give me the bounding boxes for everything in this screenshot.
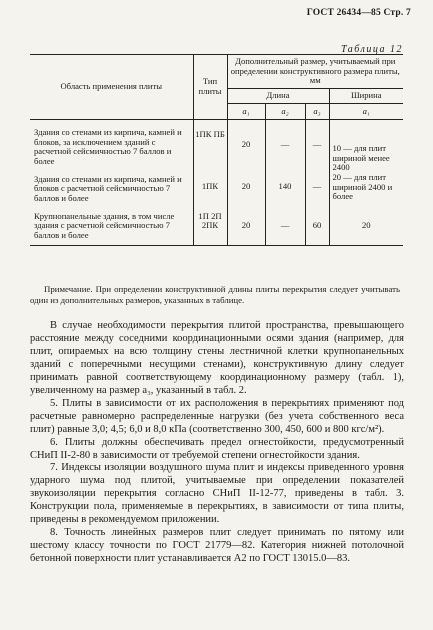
row-a1: 20 [227, 206, 265, 246]
paragraph: 8. Точность линейных размеров плит следует принимать по пятому или шестому классу точности по ГОСТ 21779—82. Категория нижней потолочной бетонной поверхности плит устанавливается А2 по ГОСТ 13015.0—83. [30, 527, 404, 565]
row-area: Крупнопанельные здания, в том числе здания с расчетной сейсмичностью 7 баллов и более [34, 210, 175, 240]
paragraph: 6. Плиты должны обеспечивать предел огнестойкости, предусмотренный СНиП II-2-80 в зависимости от требуемой степени огнестойкости здания. [30, 436, 404, 461]
table-caption: Таблица 12 [341, 44, 403, 55]
header-a2: a₂ [265, 103, 305, 120]
paragraph: 5. Плиты в зависимости от их расположения в перекрытиях применяют под расчетные равномерно распределенные нагрузки (без учета собственного веса плит) равные 3,0; 4,5; 6,0 и 8,0 кПа (соответственно 300, 450, 600 и 800 кгс/м²). [30, 397, 404, 435]
row-a3: 60 [305, 206, 329, 246]
table-note: Примечание. При определении конструктивной длины плиты перекрытия следует учитывать один из дополнительных размеров, указанных в таблице. [30, 284, 400, 305]
row-a3: — [305, 120, 329, 169]
row-area: Здания со стенами из кирпича, камней и блоков, за исключением зданий с расчетной сейсмичностью 7 баллов и более [34, 127, 182, 166]
header-area: Область применения плиты [30, 55, 193, 120]
row-area: Здания со стенами из кирпича, камней и блоков с расчетной сейсмичностью 7 баллов и более [34, 173, 182, 203]
body-text [30, 320, 404, 566]
row-type: 1ПК [193, 169, 227, 206]
row-width: 10 — для плит шириной менее 2400 20 — для плит шириной 2400 и более [329, 120, 403, 206]
header-a1: a₁ [227, 103, 265, 120]
row-a2: — [265, 120, 305, 169]
row-a1: 20 [227, 120, 265, 169]
row-width: 20 [329, 206, 403, 246]
row-type: 1П 2П 2ПК [193, 206, 227, 246]
header-type: Тип плиты [193, 55, 227, 120]
paragraph: 7. Индексы изоляции воздушного шума плит и индексы приведенного уровня ударного шума под плитой, учитываемые при определении показателей звукоизоляции перекрытия согласно СНиП II-12-77, приведены в табл. 3. Конструкции пола, применяемые в перекрытиях, в зависимости от типа плиты, приведены в рекомендуемом приложении. [30, 462, 404, 526]
row-a1: 20 [227, 169, 265, 206]
table-row [30, 206, 403, 246]
header-length: Длина [227, 88, 329, 103]
row-a3: — [305, 169, 329, 206]
paragraph: В случае необходимости перекрытия плитой пространства, превышающего расстояние между соседними координационными осями здания (например, для плит, опираемых на всю толщину стены лестничной клетки крупнопанельных зданий с поперечными несущими стенами), конструктивную длину следует принимать равной соответствующему координационному размеру (табл. 1), увеличенному на размер a₃, указанный в табл. 2. [30, 320, 404, 396]
header-a3: a₃ [305, 103, 329, 120]
row-type: 1ПК ПБ [193, 120, 227, 169]
header-width: Ширина [329, 88, 403, 103]
table-row [30, 120, 403, 169]
header-extra: Дополнительный размер, учитываемый при определении конструктивного размера плиты, мм [227, 55, 403, 89]
row-a2: — [265, 206, 305, 246]
table-12 [30, 54, 403, 246]
page-header: ГОСТ 26434—85 Стр. 7 [306, 8, 411, 18]
row-a2: 140 [265, 169, 305, 206]
header-width-a1: a₁ [329, 103, 403, 120]
